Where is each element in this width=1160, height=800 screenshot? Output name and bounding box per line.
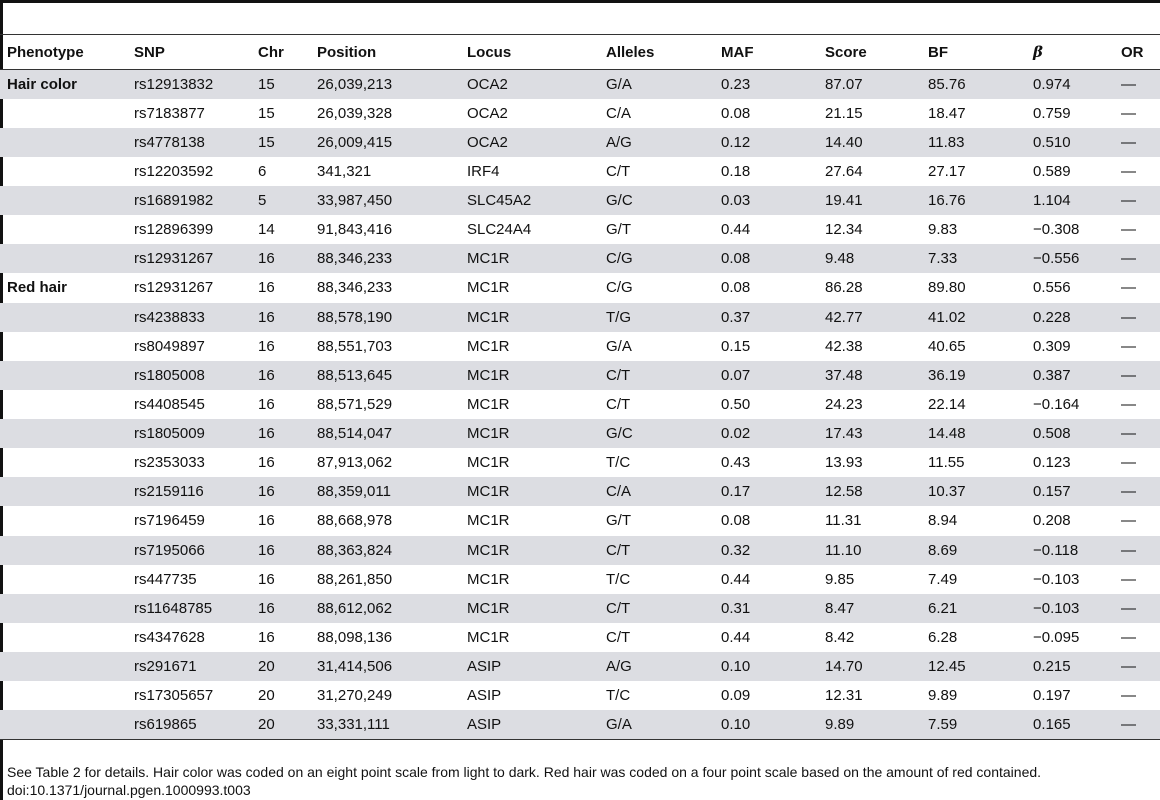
table-row bbox=[0, 157, 1160, 186]
cell-chr: 16 bbox=[251, 477, 310, 506]
cell-score: 17.43 bbox=[818, 419, 921, 448]
cell-snp: rs4408545 bbox=[134, 395, 205, 413]
cell-or: — bbox=[1121, 104, 1136, 122]
cell-position: 88,513,645 bbox=[310, 361, 460, 390]
table-row bbox=[0, 477, 1160, 506]
cell-position: 26,039,328 bbox=[317, 104, 393, 122]
cell-bf: 10.37 bbox=[921, 477, 1026, 506]
header-or: OR bbox=[1121, 43, 1144, 61]
cell-alleles: G/T bbox=[606, 221, 631, 239]
cell-or: — bbox=[1114, 710, 1160, 739]
cell-maf: 0.12 bbox=[714, 128, 818, 157]
table-row bbox=[0, 70, 1160, 99]
cell-bf: 11.55 bbox=[928, 454, 965, 472]
cell-snp: rs291671 bbox=[127, 652, 251, 681]
cell-score: 9.48 bbox=[818, 244, 921, 273]
cell-bf: 11.83 bbox=[921, 128, 1026, 157]
cell-snp: rs7195066 bbox=[127, 536, 251, 565]
cell-beta: −0.556 bbox=[1026, 244, 1114, 273]
cell-maf: 0.10 bbox=[714, 710, 818, 739]
table-row bbox=[0, 215, 1160, 244]
cell-locus: IRF4 bbox=[467, 162, 500, 180]
cell-bf: 7.59 bbox=[921, 710, 1026, 739]
cell-phenotype bbox=[0, 419, 127, 448]
header-locus: Locus bbox=[467, 43, 512, 61]
cell-snp: rs4778138 bbox=[127, 128, 251, 157]
cell-bf: 8.69 bbox=[921, 536, 1026, 565]
header-maf: MAF bbox=[721, 43, 754, 61]
cell-alleles: C/A bbox=[599, 477, 714, 506]
cell-bf: 6.21 bbox=[921, 594, 1026, 623]
cell-locus: OCA2 bbox=[460, 128, 599, 157]
cell-locus: MC1R bbox=[460, 361, 599, 390]
cell-bf: 41.02 bbox=[921, 303, 1026, 332]
table-row bbox=[0, 244, 1160, 273]
cell-chr: 15 bbox=[258, 104, 275, 122]
cell-snp: rs1805009 bbox=[127, 419, 251, 448]
cell-alleles: C/T bbox=[606, 395, 631, 413]
cell-beta: −0.095 bbox=[1033, 628, 1080, 646]
cell-chr: 5 bbox=[251, 186, 310, 215]
cell-phenotype bbox=[0, 536, 127, 565]
cell-chr: 16 bbox=[258, 337, 275, 355]
cell-position: 88,359,011 bbox=[310, 477, 460, 506]
results-table bbox=[0, 34, 1160, 740]
cell-snp: rs12931267 bbox=[134, 279, 214, 297]
cell-maf: 0.08 bbox=[721, 512, 751, 530]
cell-score: 42.77 bbox=[818, 303, 921, 332]
table-body bbox=[0, 70, 1160, 740]
cell-score: 9.85 bbox=[825, 570, 855, 588]
cell-position: 88,363,824 bbox=[310, 536, 460, 565]
cell-snp: rs12896399 bbox=[134, 221, 214, 239]
cell-snp: rs619865 bbox=[127, 710, 251, 739]
cell-chr: 16 bbox=[251, 536, 310, 565]
cell-bf: 6.28 bbox=[928, 628, 958, 646]
cell-locus: OCA2 bbox=[467, 104, 508, 122]
cell-locus: MC1R bbox=[467, 454, 510, 472]
cell-or: — bbox=[1121, 628, 1136, 646]
cell-bf: 7.49 bbox=[928, 570, 958, 588]
cell-score: 27.64 bbox=[825, 162, 863, 180]
cell-maf: 0.02 bbox=[714, 419, 818, 448]
cell-locus: ASIP bbox=[460, 710, 599, 739]
cell-maf: 0.09 bbox=[721, 687, 751, 705]
cell-or: — bbox=[1114, 128, 1160, 157]
header-snp: SNP bbox=[134, 43, 165, 61]
cell-snp: rs1805008 bbox=[127, 361, 251, 390]
cell-locus: OCA2 bbox=[460, 70, 599, 99]
cell-maf: 0.44 bbox=[721, 570, 751, 588]
cell-locus: SLC45A2 bbox=[460, 186, 599, 215]
table-row bbox=[0, 652, 1160, 681]
cell-score: 87.07 bbox=[818, 70, 921, 99]
cell-position: 88,551,703 bbox=[317, 337, 393, 355]
cell-snp: rs4238833 bbox=[127, 303, 251, 332]
cell-score: 11.31 bbox=[825, 512, 862, 530]
cell-or: — bbox=[1121, 337, 1136, 355]
cell-chr: 16 bbox=[251, 303, 310, 332]
cell-bf: 8.94 bbox=[928, 512, 958, 530]
cell-beta: 0.589 bbox=[1033, 162, 1071, 180]
cell-locus: MC1R bbox=[467, 337, 510, 355]
cell-phenotype bbox=[0, 128, 127, 157]
cell-chr: 16 bbox=[251, 361, 310, 390]
cell-phenotype bbox=[0, 448, 127, 477]
cell-alleles: C/A bbox=[606, 104, 632, 122]
cell-score: 86.28 bbox=[825, 279, 863, 297]
cell-phenotype bbox=[0, 215, 127, 244]
cell-phenotype bbox=[0, 244, 127, 273]
cell-position: 88,514,047 bbox=[310, 419, 460, 448]
cell-bf: 40.65 bbox=[928, 337, 966, 355]
cell-locus: MC1R bbox=[467, 395, 510, 413]
cell-or: — bbox=[1114, 652, 1160, 681]
cell-or: — bbox=[1121, 570, 1136, 588]
cell-maf: 0.43 bbox=[721, 454, 751, 472]
header-beta: β bbox=[1033, 43, 1043, 61]
top-border bbox=[0, 0, 1160, 3]
cell-score: 19.41 bbox=[818, 186, 921, 215]
cell-beta: 0.508 bbox=[1026, 419, 1114, 448]
cell-position: 87,913,062 bbox=[317, 454, 393, 472]
cell-snp: rs2159116 bbox=[127, 477, 251, 506]
cell-phenotype bbox=[0, 565, 127, 594]
cell-score: 8.42 bbox=[825, 628, 855, 646]
cell-locus: MC1R bbox=[467, 628, 510, 646]
table-row bbox=[0, 332, 1160, 361]
table-row bbox=[0, 565, 1160, 594]
cell-position: 88,098,136 bbox=[317, 628, 393, 646]
header-bf: BF bbox=[928, 43, 948, 61]
cell-score: 37.48 bbox=[818, 361, 921, 390]
cell-phenotype bbox=[0, 303, 127, 332]
header-chr: Chr bbox=[258, 43, 284, 61]
cell-phenotype bbox=[0, 332, 127, 361]
cell-maf: 0.03 bbox=[714, 186, 818, 215]
cell-score: 13.93 bbox=[825, 454, 863, 472]
cell-locus: ASIP bbox=[460, 652, 599, 681]
cell-bf: 9.89 bbox=[928, 687, 958, 705]
cell-position: 31,270,249 bbox=[317, 687, 393, 705]
cell-chr: 16 bbox=[258, 570, 275, 588]
results-table-container bbox=[0, 34, 1160, 740]
cell-alleles: C/T bbox=[599, 594, 714, 623]
cell-score: 12.58 bbox=[818, 477, 921, 506]
cell-bf: 14.48 bbox=[921, 419, 1026, 448]
cell-position: 88,612,062 bbox=[310, 594, 460, 623]
cell-alleles: C/T bbox=[599, 536, 714, 565]
cell-beta: 0.197 bbox=[1033, 687, 1071, 705]
cell-or: — bbox=[1121, 279, 1136, 297]
cell-beta: 1.104 bbox=[1026, 186, 1114, 215]
cell-chr: 15 bbox=[251, 70, 310, 99]
cell-locus: MC1R bbox=[460, 477, 599, 506]
cell-maf: 0.44 bbox=[721, 628, 751, 646]
cell-maf: 0.07 bbox=[714, 361, 818, 390]
cell-score: 8.47 bbox=[818, 594, 921, 623]
cell-locus: MC1R bbox=[467, 512, 510, 530]
cell-alleles: C/T bbox=[606, 628, 631, 646]
cell-locus: MC1R bbox=[460, 536, 599, 565]
cell-locus: MC1R bbox=[467, 279, 510, 297]
table-row bbox=[0, 99, 1160, 128]
table-row bbox=[0, 594, 1160, 623]
cell-beta: 0.309 bbox=[1033, 337, 1071, 355]
cell-beta: 0.165 bbox=[1026, 710, 1114, 739]
cell-bf: 36.19 bbox=[921, 361, 1026, 390]
table-footnote bbox=[7, 763, 1157, 799]
cell-or: — bbox=[1121, 395, 1136, 413]
cell-alleles: G/A bbox=[606, 337, 632, 355]
table-row bbox=[0, 419, 1160, 448]
cell-bf: 89.80 bbox=[928, 279, 966, 297]
cell-position: 88,571,529 bbox=[317, 395, 393, 413]
cell-or: — bbox=[1114, 361, 1160, 390]
cell-bf: 22.14 bbox=[928, 395, 966, 413]
cell-beta: 0.208 bbox=[1033, 512, 1071, 530]
cell-maf: 0.50 bbox=[721, 395, 751, 413]
cell-snp: rs4347628 bbox=[134, 628, 205, 646]
cell-snp: rs7183877 bbox=[134, 104, 205, 122]
cell-score: 11.10 bbox=[818, 536, 921, 565]
cell-score: 9.89 bbox=[818, 710, 921, 739]
cell-chr: 14 bbox=[258, 221, 275, 239]
cell-beta: −0.118 bbox=[1026, 536, 1114, 565]
cell-locus: ASIP bbox=[467, 687, 502, 705]
table-row bbox=[0, 361, 1160, 390]
cell-chr: 16 bbox=[251, 594, 310, 623]
cell-snp: rs12931267 bbox=[127, 244, 251, 273]
cell-phenotype bbox=[0, 681, 127, 710]
cell-chr: 16 bbox=[258, 512, 275, 530]
cell-or: — bbox=[1121, 687, 1136, 705]
cell-or: — bbox=[1114, 594, 1160, 623]
cell-or: — bbox=[1121, 454, 1136, 472]
cell-alleles: C/G bbox=[599, 244, 714, 273]
cell-snp: rs447735 bbox=[134, 570, 197, 588]
cell-beta: 0.556 bbox=[1033, 279, 1071, 297]
header-position: Position bbox=[317, 43, 377, 61]
cell-snp: rs12203592 bbox=[134, 162, 214, 180]
cell-chr: 15 bbox=[251, 128, 310, 157]
cell-score: 12.34 bbox=[825, 221, 863, 239]
cell-maf: 0.08 bbox=[721, 104, 751, 122]
cell-chr: 16 bbox=[258, 628, 275, 646]
table-row bbox=[0, 390, 1160, 419]
cell-phenotype bbox=[0, 623, 127, 652]
cell-snp: rs17305657 bbox=[134, 687, 214, 705]
cell-snp: rs7196459 bbox=[134, 512, 205, 530]
cell-alleles: A/G bbox=[599, 652, 714, 681]
cell-beta: −0.164 bbox=[1033, 395, 1080, 413]
cell-or: — bbox=[1114, 186, 1160, 215]
cell-or: — bbox=[1121, 221, 1136, 239]
cell-maf: 0.31 bbox=[714, 594, 818, 623]
cell-phenotype bbox=[0, 506, 127, 535]
cell-or: — bbox=[1114, 70, 1160, 99]
cell-or: — bbox=[1121, 512, 1136, 530]
cell-bf: 18.47 bbox=[928, 104, 966, 122]
cell-locus: MC1R bbox=[460, 594, 599, 623]
cell-beta: 0.974 bbox=[1026, 70, 1114, 99]
cell-position: 341,321 bbox=[317, 162, 372, 180]
cell-bf: 16.76 bbox=[921, 186, 1026, 215]
cell-phenotype bbox=[0, 710, 127, 739]
cell-phenotype bbox=[0, 477, 127, 506]
table-row bbox=[0, 128, 1160, 157]
cell-position: 88,668,978 bbox=[317, 512, 393, 530]
cell-phenotype bbox=[0, 652, 127, 681]
header-row bbox=[0, 35, 1160, 70]
cell-position: 26,009,415 bbox=[310, 128, 460, 157]
cell-chr: 20 bbox=[258, 687, 275, 705]
cell-phenotype: Hair color bbox=[0, 70, 127, 99]
table-row bbox=[0, 303, 1160, 332]
table-row bbox=[0, 448, 1160, 477]
cell-or: — bbox=[1114, 477, 1160, 506]
cell-alleles: A/G bbox=[599, 128, 714, 157]
cell-snp: rs16891982 bbox=[127, 186, 251, 215]
footnote-doi: doi:10.1371/journal.pgen.1000993.t003 bbox=[7, 782, 251, 798]
cell-or: — bbox=[1114, 419, 1160, 448]
cell-maf: 0.15 bbox=[721, 337, 751, 355]
cell-maf: 0.37 bbox=[714, 303, 818, 332]
cell-maf: 0.23 bbox=[714, 70, 818, 99]
cell-score: 24.23 bbox=[825, 395, 863, 413]
cell-bf: 27.17 bbox=[928, 162, 966, 180]
cell-beta: 0.215 bbox=[1026, 652, 1114, 681]
cell-position: 91,843,416 bbox=[317, 221, 393, 239]
cell-phenotype: Red hair bbox=[7, 279, 68, 297]
cell-or: — bbox=[1114, 303, 1160, 332]
cell-or: — bbox=[1114, 244, 1160, 273]
cell-beta: 0.387 bbox=[1026, 361, 1114, 390]
cell-alleles: G/T bbox=[606, 512, 631, 530]
cell-bf: 85.76 bbox=[921, 70, 1026, 99]
cell-beta: −0.103 bbox=[1033, 570, 1080, 588]
cell-alleles: G/A bbox=[599, 70, 714, 99]
table-row bbox=[0, 536, 1160, 565]
cell-bf: 9.83 bbox=[928, 221, 958, 239]
cell-beta: 0.228 bbox=[1026, 303, 1114, 332]
cell-position: 31,414,506 bbox=[310, 652, 460, 681]
cell-maf: 0.17 bbox=[714, 477, 818, 506]
table-row bbox=[0, 186, 1160, 215]
cell-alleles: G/A bbox=[599, 710, 714, 739]
cell-chr: 16 bbox=[258, 454, 275, 472]
table-row bbox=[0, 681, 1160, 710]
cell-snp: rs8049897 bbox=[134, 337, 205, 355]
cell-chr: 16 bbox=[251, 419, 310, 448]
cell-snp: rs2353033 bbox=[134, 454, 205, 472]
cell-or: — bbox=[1114, 536, 1160, 565]
cell-position: 88,346,233 bbox=[317, 279, 393, 297]
cell-position: 33,987,450 bbox=[310, 186, 460, 215]
cell-locus: MC1R bbox=[460, 419, 599, 448]
cell-maf: 0.08 bbox=[714, 244, 818, 273]
cell-alleles: G/C bbox=[599, 419, 714, 448]
cell-beta: 0.759 bbox=[1033, 104, 1071, 122]
cell-chr: 16 bbox=[258, 279, 275, 297]
cell-alleles: T/C bbox=[606, 687, 631, 705]
cell-phenotype bbox=[0, 157, 127, 186]
cell-chr: 6 bbox=[258, 162, 267, 180]
cell-score: 21.15 bbox=[825, 104, 863, 122]
cell-beta: −0.308 bbox=[1033, 221, 1080, 239]
table-row bbox=[0, 273, 1160, 302]
cell-position: 26,039,213 bbox=[310, 70, 460, 99]
header-score: Score bbox=[825, 43, 867, 61]
cell-chr: 20 bbox=[251, 710, 310, 739]
cell-or: — bbox=[1121, 162, 1136, 180]
cell-chr: 20 bbox=[251, 652, 310, 681]
cell-alleles: C/T bbox=[599, 361, 714, 390]
cell-score: 14.40 bbox=[818, 128, 921, 157]
cell-alleles: C/T bbox=[606, 162, 631, 180]
table-row bbox=[0, 623, 1160, 652]
cell-maf: 0.32 bbox=[714, 536, 818, 565]
cell-maf: 0.08 bbox=[721, 279, 751, 297]
cell-locus: SLC24A4 bbox=[467, 221, 532, 239]
cell-chr: 16 bbox=[258, 395, 275, 413]
cell-alleles: G/C bbox=[599, 186, 714, 215]
table-header bbox=[0, 35, 1160, 70]
cell-locus: MC1R bbox=[460, 244, 599, 273]
cell-alleles: C/G bbox=[606, 279, 633, 297]
cell-position: 88,346,233 bbox=[310, 244, 460, 273]
cell-maf: 0.10 bbox=[714, 652, 818, 681]
cell-maf: 0.44 bbox=[721, 221, 751, 239]
cell-locus: MC1R bbox=[460, 303, 599, 332]
cell-phenotype bbox=[0, 186, 127, 215]
footnote-text: See Table 2 for details. Hair color was coded on an eight point scale from light to dark. Red hair was coded on a four point scale based on the amount of red contained. bbox=[7, 764, 1042, 780]
cell-bf: 12.45 bbox=[921, 652, 1026, 681]
cell-phenotype bbox=[0, 594, 127, 623]
cell-phenotype bbox=[0, 390, 127, 419]
cell-snp: rs12913832 bbox=[127, 70, 251, 99]
cell-position: 33,331,111 bbox=[310, 710, 460, 739]
cell-position: 88,261,850 bbox=[317, 570, 393, 588]
cell-position: 88,578,190 bbox=[310, 303, 460, 332]
cell-beta: 0.510 bbox=[1026, 128, 1114, 157]
cell-score: 12.31 bbox=[825, 687, 863, 705]
cell-score: 42.38 bbox=[825, 337, 863, 355]
header-phenotype: Phenotype bbox=[7, 43, 84, 61]
header-alleles: Alleles bbox=[606, 43, 655, 61]
table-row bbox=[0, 710, 1160, 739]
cell-beta: 0.157 bbox=[1026, 477, 1114, 506]
cell-bf: 7.33 bbox=[921, 244, 1026, 273]
cell-beta: −0.103 bbox=[1026, 594, 1114, 623]
cell-chr: 16 bbox=[251, 244, 310, 273]
cell-score: 14.70 bbox=[818, 652, 921, 681]
cell-alleles: T/C bbox=[606, 570, 631, 588]
cell-beta: 0.123 bbox=[1033, 454, 1071, 472]
cell-alleles: T/C bbox=[606, 454, 631, 472]
cell-locus: MC1R bbox=[467, 570, 510, 588]
table-row bbox=[0, 506, 1160, 535]
cell-maf: 0.18 bbox=[721, 162, 751, 180]
cell-phenotype bbox=[0, 99, 127, 128]
cell-phenotype bbox=[0, 361, 127, 390]
cell-alleles: T/G bbox=[599, 303, 714, 332]
cell-snp: rs11648785 bbox=[127, 594, 251, 623]
